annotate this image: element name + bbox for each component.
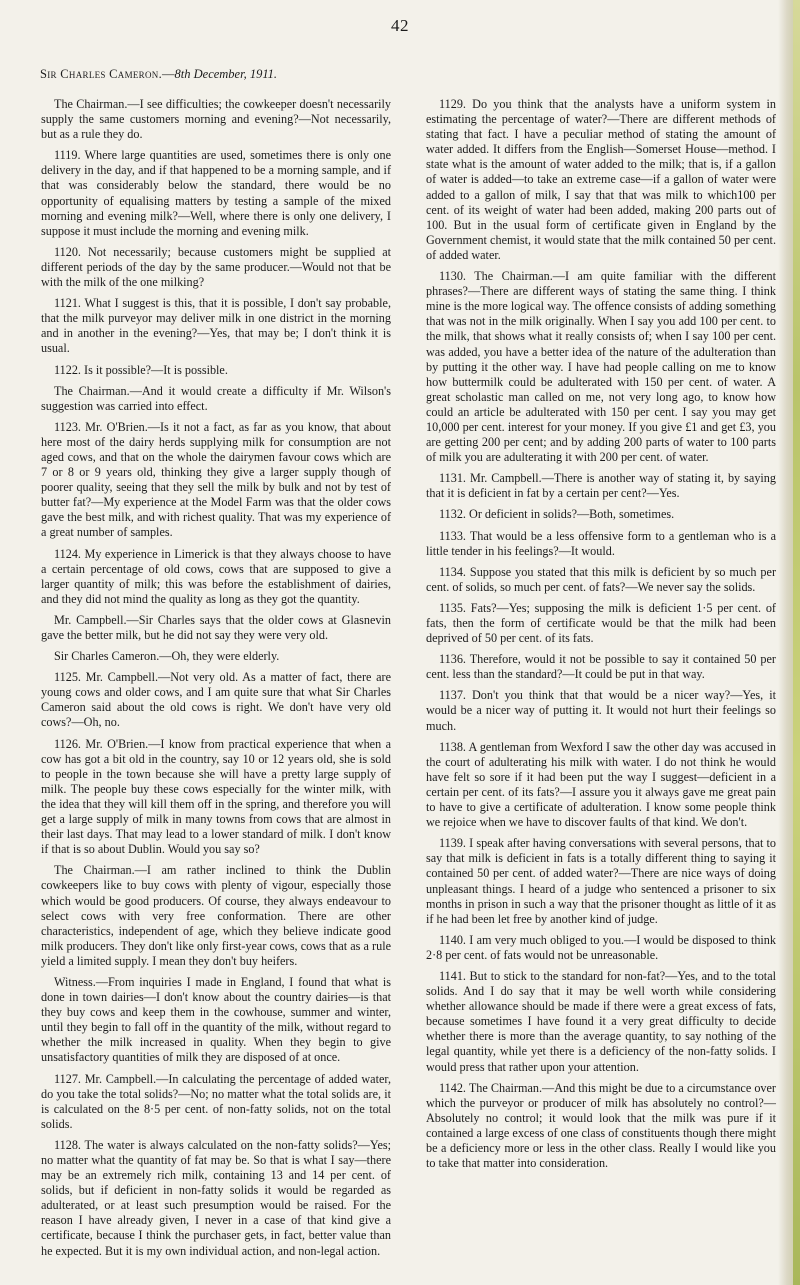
page-edge-strip [793, 0, 800, 1285]
paragraph: 1122. Is it possible?—It is possible. [54, 362, 228, 377]
paragraph: 1133. That would be a less offensive form to a gentleman who is a little tender in his feelings?—It would. [426, 528, 776, 558]
paragraph: 1137. Don't you think that that would be a nicer way?—Yes, it would be a nicer way of putting it. It would not hurt their feelings so much. [426, 688, 776, 733]
paragraph: 1134. Suppose you stated that this milk is deficient by so much per cent. of solids, so much per cent. of fats?—We never say the solids. [426, 564, 776, 594]
paragraph: 1139. I speak after having conversations with several persons, that to say that milk is deficient in fats is a totally different thing to saying it contained 50 per cent. of added water?—There are nice ways of doing unpleasant things. I heard of a judge who sentenced a prisoner to six months in prison in such a way that the prisoner thought as little of it as if he had been let free by another kind of judge. [426, 836, 776, 926]
paragraph: 1124. My experience in Limerick is that they always choose to have a certain percentage of old cows, cows that are supposed to give a larger quantity of milk; this was before the establishment of dairies, and they did not mind the quality as long as they got the quantity. [41, 546, 391, 606]
running-head-date: 8th December, 1911. [174, 67, 278, 81]
paragraph: The Chairman.—I see difficulties; the cowkeeper doesn't necessarily supply the same customers morning and evening?—Not necessarily, but as a rule they do. [41, 97, 391, 142]
paragraph: 1138. A gentleman from Wexford I saw the other day was accused in the court of adulterating his milk with water. I do not think he would have felt so sore if it had been put the way I suggest—deficient in a certain per cent. of its fats?—I assure you it always gave me great pain to have to give a certificate of adulteration. I know some people think we rejoice when we have to discover faults of that kind. We don't. [426, 739, 776, 830]
paragraph: 1127. Mr. Campbell.—In calculating the percentage of added water, do you take the total solids?—No; no matter what the total solids are, it is calculated on the 8·5 per cent. of non-fatty solids, not on the total solids. [41, 1071, 391, 1131]
paragraph: The Chairman.—I am rather inclined to think the Dublin cowkeepers like to buy cows with plenty of vigour, especially those which would be good producers. Of course, they always endeavour to select cows with very free conformation. There are other characteristics, independent of age, which they believe indicate good milk producers. They don't like only first-year cows, cows that as a rule yield a limited supply. I mean they don't buy heifers. [41, 863, 391, 968]
paragraph: 1128. The water is always calculated on the non-fatty solids?—Yes; no matter what the quantity of fat may be. So that is what I say—there may be an extremely rich milk, containing 13 and 14 per cent. of solids, but if deficient in non-fatty solids it would be regarded as adulterated, or at least such presumption would be raised. For the reason I have already given, I never in a case of that kind give a certificate, because I think the purchaser gets, in fact, better value than he expected. But it is my own individual action, and non-legal action. [41, 1137, 391, 1258]
paragraph: Witness.—From inquiries I made in England, I found that what is done in town dairies—I don't know about the country dairies—is that they buy cows and keep them in the cowhouse, summer and winter, until they begin to fall off in the quantity of the milk, without regard to whether the milk increased in quality. When they begin to give unsatisfactory quantities of milk they are disposed of at once. [41, 974, 391, 1065]
paragraph: 1136. Therefore, would it not be possible to say it contained 50 per cent. less than the standard?—It could be put in that way. [426, 652, 776, 682]
left-column [41, 97, 391, 1265]
running-head-name: Sir Charles Cameron. [40, 67, 163, 81]
paragraph: 1123. Mr. O'Brien.—Is it not a fact, as far as you know, that about here most of the dairy herds supplying milk for consumption are not aged cows, and that on the whole the dairymen favour cows which are 7 or 8 or 9 years old, thinking they give a larger supply though of poorer quality, seeing that they sell the milk by bulk and not by test of butter fat?—My experience at the Model Farm was that the older cows gave the best milk, and with richest quality. That was my experience of a great number of samples. [41, 419, 391, 540]
paragraph: 1126. Mr. O'Brien.—I know from practical experience that when a cow has got a bit old in the country, say 10 or 12 years old, she is sold to people in the town because she will have a pretty large supply of milk. The people buy these cows especially for the winter milk, with the idea that they will kill them off in the spring, and therefore you will get a large supply of milk in many towns from cows that are almost in their last days. That may lead to a lower standard of milk. I don't know if that is so about Dublin. Would you say so? [41, 736, 391, 857]
paragraph: 1142. The Chairman.—And this might be due to a circumstance over which the purveyor or producer of milk has absolutely no control?—Absolutely no control; it would look that the milk was pure if it contained a large excess of one class of constituents though there might be a deficiency more or less in the other class. Really I would like you to take that matter into consideration. [426, 1080, 776, 1171]
page-number: 42 [391, 16, 409, 35]
running-head: Sir Charles Cameron.—8th December, 1911. [40, 67, 278, 81]
paragraph: 1121. What I suggest is this, that it is possible, I don't say probable, that the milk purveyor may deliver milk in one district in the morning and in another in the evening?—Yes, that may be; I don't think it is usual. [41, 296, 391, 356]
text-columns [41, 97, 776, 1265]
paragraph: 1132. Or deficient in solids?—Both, sometimes. [439, 507, 675, 522]
paragraph: The Chairman.—And it would create a difficulty if Mr. Wilson's suggestion was carried into effect. [41, 383, 391, 413]
paragraph: 1140. I am very much obliged to you.—I would be disposed to think 2·8 per cent. of fats would not be unreasonable. [426, 932, 776, 962]
paragraph: 1131. Mr. Campbell.—There is another way of stating it, by saying that it is deficient in fat by a certain per cent?—Yes. [426, 471, 776, 501]
paragraph: 1135. Fats?—Yes; supposing the milk is deficient 1·5 per cent. of fats, then the form of certificate would be that the milk had been deprived of 50 per cent. of its fats. [426, 600, 776, 646]
right-column [426, 97, 776, 1265]
paragraph: Mr. Campbell.—Sir Charles says that the older cows at Glasnevin gave the better milk, but he did not say they were very old. [41, 612, 391, 642]
paragraph: 1120. Not necessarily; because customers might be supplied at different periods of the day by the same producer.—Would not that be with the milk of the one milking? [41, 244, 391, 290]
paragraph: 1125. Mr. Campbell.—Not very old. As a matter of fact, there are young cows and older cows, and I am quite sure that what Sir Charles Cameron said about the old cows is right. We don't have very old cows?—Oh, no. [41, 670, 391, 730]
paragraph: 1129. Do you think that the analysts have a uniform system in estimating the percentage of water?—There are different methods of stating that fact. I have a peculiar method of stating the amount of water added. It differs from the English—Somerset House—method. I state what is the amount of water added to the milk; that is, if a gallon of water is added—to take an extreme case—if a gallon of water were added to a gallon of milk, I say that that was milk to which100 per cent. of its weight of water had been added, making 200 parts out of 100. But in the usual form of certificate given in England by the Government chemist, it would state that the milk contained 50 per cent. of added water. [426, 97, 776, 262]
paragraph: 1130. The Chairman.—I am quite familiar with the different phrases?—There are different ways of stating the same thing. I think mine is the more logical way. The offence consists of adding something that was not in the milk originally. When I say you add 100 per cent. to the milk, that shows what it really consists of; when I say 100 per cent. was added, you have a better idea of the nature of the adulteration than by putting it the other way. I have had people calling on me to know how buttermilk could be adulterated with 150 per cent. of water. A great scholastic man called on me, not very long ago, to know how could an article be adulterated with 150 per cent. I say you may get 10,000 per cent. interest for your money. If you give £1 and get £3, you are getting 200 per cent; and by adding 200 parts of water to 100 parts of milk you are adulterating it with 200 per cent. of water. [426, 269, 776, 465]
paragraph: 1141. But to stick to the standard for non-fat?—Yes, and to the total solids. And I do say that it may be well worth while considering whether allowance should be made if there were a great excess of fats, because sometimes I have found it a very great difficulty to decide whether there is more than the average quantity, to say nothing of the legal quantity, while yet there is a deficiency of the non-fatty solids. I would press that rather upon your attention. [426, 968, 776, 1074]
paragraph: 1119. Where large quantities are used, sometimes there is only one delivery in the day, and if that happened to be a morning sample, and if that was considerably below the standard, there would be no opportunity of equalising matters by testing a sample of the mixed morning and evening milk?—Well, where there is only one delivery, I suppose it must include the morning and evening milk. [41, 148, 391, 238]
paragraph: Sir Charles Cameron.—Oh, they were elderly. [54, 649, 280, 664]
